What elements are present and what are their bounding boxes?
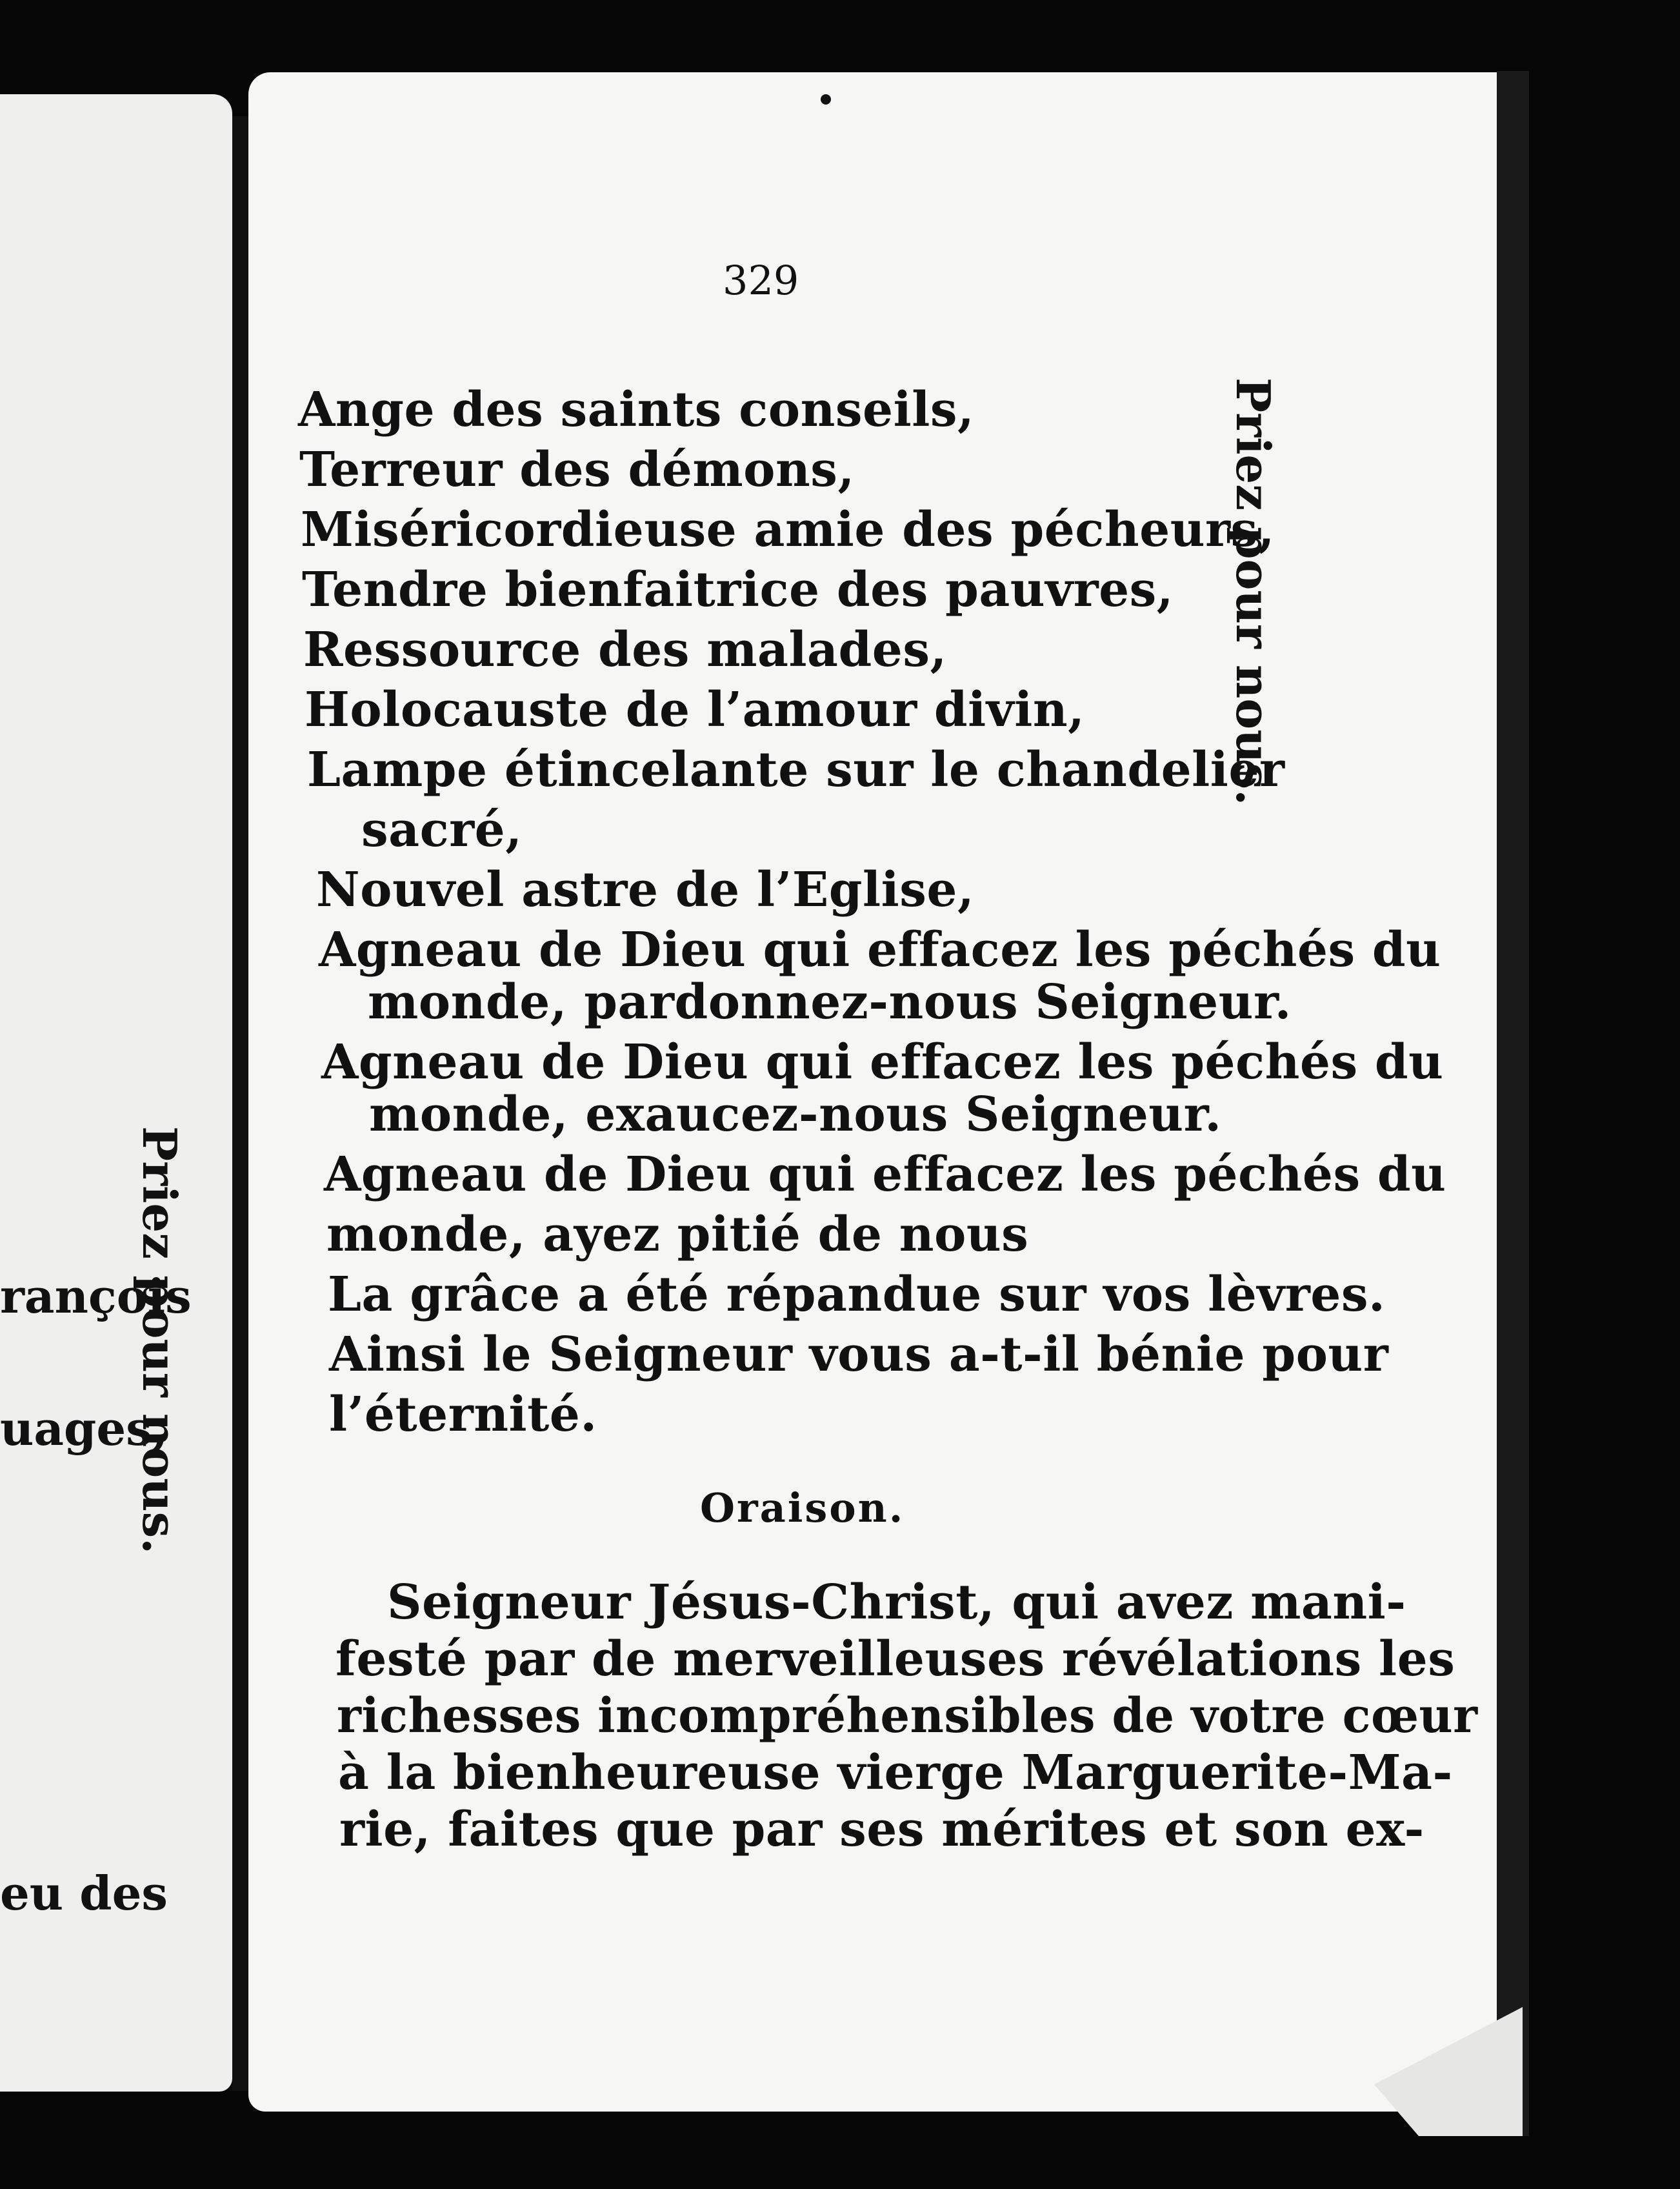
- litany-line: monde, exaucez-nous Seigneur.: [369, 1087, 1222, 1142]
- prayer-line: festé par de merveilleuses révélations les: [335, 1631, 1455, 1687]
- litany-line: Agneau de Dieu qui effacez les péchés du: [319, 922, 1441, 978]
- litany-line: l’éternité.: [329, 1387, 597, 1442]
- litany-response: Priez pour nous.: [1226, 378, 1281, 806]
- left-page-fragment: uages,: [0, 1401, 168, 1456]
- litany-line: Ressource des malades,: [303, 622, 947, 678]
- prayer-line: richesses incompréhensibles de votre cœur: [337, 1688, 1478, 1744]
- litany-line: Agneau de Dieu qui effacez les péchés du: [321, 1034, 1444, 1090]
- litany-line: Ainsi le Seigneur vous a-t-il bénie pour: [329, 1327, 1389, 1382]
- litany-line: Miséricordieuse amie des pécheurs,: [301, 502, 1275, 558]
- left-page-response: Priez pour nous.: [132, 1126, 187, 1555]
- litany-line: sacré,: [361, 802, 523, 858]
- left-page-fragment: eu des: [0, 1866, 168, 1921]
- litany-line: monde, pardonnez-nous Seigneur.: [368, 974, 1292, 1030]
- litany-line: Tendre bienfaitrice des pauvres,: [302, 562, 1174, 618]
- ink-dot: [821, 94, 831, 105]
- litany-line: Holocauste de l’amour divin,: [305, 682, 1085, 738]
- litany-line: La grâce a été répandue sur vos lèvres.: [328, 1267, 1386, 1322]
- section-heading: Oraison.: [700, 1484, 905, 1531]
- litany-line: Nouvel astre de l’Eglise,: [316, 862, 975, 918]
- page-number: 329: [723, 257, 799, 304]
- page-edge: [1497, 71, 1529, 2136]
- litany-line: monde, ayez pitié de nous: [326, 1207, 1029, 1262]
- litany-line: Ange des saints conseils,: [298, 382, 975, 438]
- litany-line: Agneau de Dieu qui effacez les péchés du: [324, 1147, 1446, 1202]
- prayer-line: à la bienheureuse vierge Marguerite-Ma-: [338, 1745, 1453, 1801]
- litany-line: Terreur des démons,: [299, 442, 855, 498]
- prayer-line: Seigneur Jésus-Christ, qui avez mani-: [387, 1575, 1406, 1630]
- left-page: [0, 94, 232, 2092]
- prayer-line: rie, faites que par ses mérites et son ex-: [339, 1802, 1425, 1857]
- litany-line: Lampe étincelante sur le chandelier: [307, 742, 1285, 798]
- left-page-fragment: rançois: [0, 1269, 192, 1324]
